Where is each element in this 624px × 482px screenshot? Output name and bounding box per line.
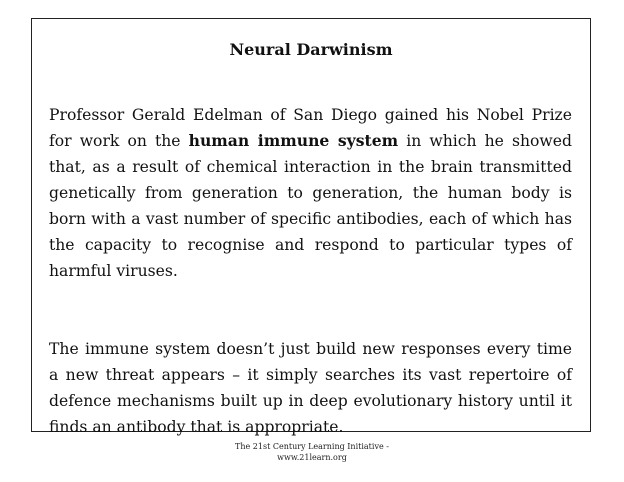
page-title: Neural Darwinism (229, 40, 393, 59)
paragraph-1-emphasis: human immune system (188, 131, 399, 150)
paragraph-1-text-end: in which he showed that, as a result of chemical interaction in the brain transmitted genetically from generation to generation, the human body is born with a vast number of specific antibodies, each of which has the capacity to recognise and respond to particular types of harmful viruses. (49, 132, 572, 280)
paragraph-1-text-start: Professor Gerald Edelman of San Diego gained his Nobel Prize for work on the (49, 106, 572, 150)
footer-line-2: www.21learn.org (277, 453, 347, 462)
footer (0, 441, 624, 463)
paragraph-1 (49, 102, 572, 284)
document-frame (31, 18, 591, 436)
footer-line-1: The 21st Century Learning Initiative - (235, 442, 389, 451)
paragraph-2: The immune system doesn’t just build new responses every time a new threat appears – it simply searches its vast repertoire of defence mechanisms built up in deep evolutionary history until it finds an antibody that is appropriate. (49, 340, 572, 436)
